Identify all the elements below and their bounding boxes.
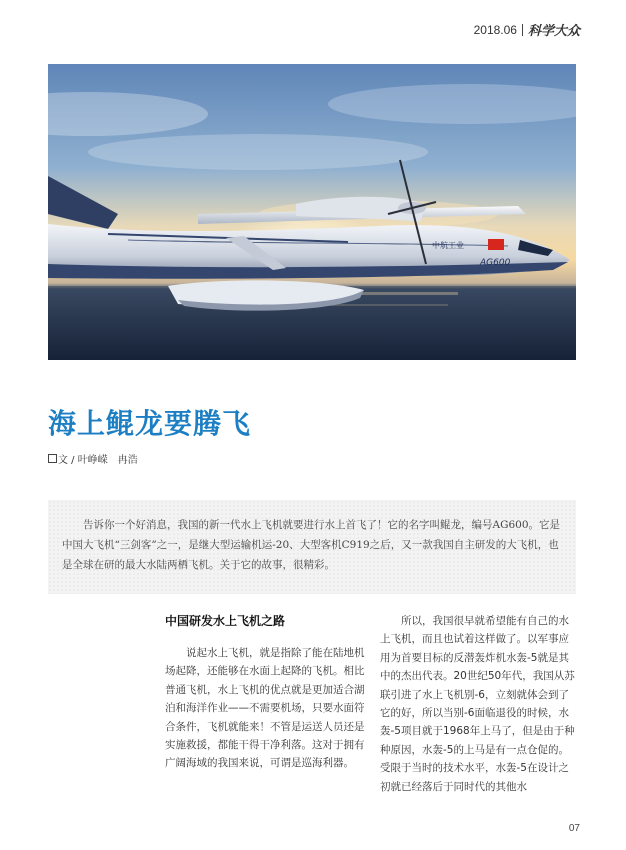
right-column <box>380 612 578 796</box>
magazine-logo: 科学大众 <box>527 24 580 39</box>
hero-image <box>48 64 576 360</box>
header-divider <box>522 24 523 36</box>
byline-prefix: 文 / <box>58 455 78 466</box>
body-paragraph: 所以，我国很早就希望能有自己的水上飞机，而且也试着这样做了。以军事应用为首要目标的反潜轰炸机水轰-5就是其中的杰出代表。20世纪50年代，我国从苏联引进了水上飞机别-6，立刻就体会到了它的好，所以当别-6面临退役的时候，水轰-5项目就于1968年上马了，但是由于种种原因，水轰-5的上马是有一点仓促的。受限于当时的技术水平，水轰-5在设计之初就已经落后于同时代的其他水 <box>380 615 575 793</box>
body-paragraph: 说起水上飞机，就是指除了能在陆地机场起降，还能够在水面上起降的飞机。相比普通飞机，水上飞机的优点就是更加适合湖泊和海洋作业——不需要机场，只要水面符合条件，飞机就能来！不管是运送人员还是实施救援，都能干得干净利落。这对于拥有广阔海域的我国来说，可谓是巡海利器。 <box>165 647 365 770</box>
left-column <box>165 612 365 773</box>
page-number: 07 <box>568 823 580 834</box>
byline-authors: 叶峥嵘 冉浩 <box>77 455 138 466</box>
article-title: 海上鲲龙要腾飞 <box>48 407 252 440</box>
fuselage-lettering: 中航工业 <box>432 241 464 250</box>
issue-date: 2018.06 <box>473 22 517 37</box>
intro-text: 告诉你一个好消息，我国的新一代水上飞机就要进行水上首飞了！它的名字叫鲲龙，编号AG600。它是中国大飞机“三剑客”之一，是继大型运输机运-20、大型客机C919之后，又一款我国自主研发的大飞机，也是全球在研的最大水陆两栖飞机。关于它的故事，很精彩。 <box>62 519 561 571</box>
byline <box>48 451 138 466</box>
page-header <box>474 20 580 39</box>
flag-icon <box>488 239 504 250</box>
square-icon <box>48 454 57 463</box>
aircraft-model-lettering: AG600 <box>480 258 511 268</box>
intro-box <box>48 500 576 594</box>
section-heading: 中国研发水上飞机之路 <box>165 614 286 628</box>
